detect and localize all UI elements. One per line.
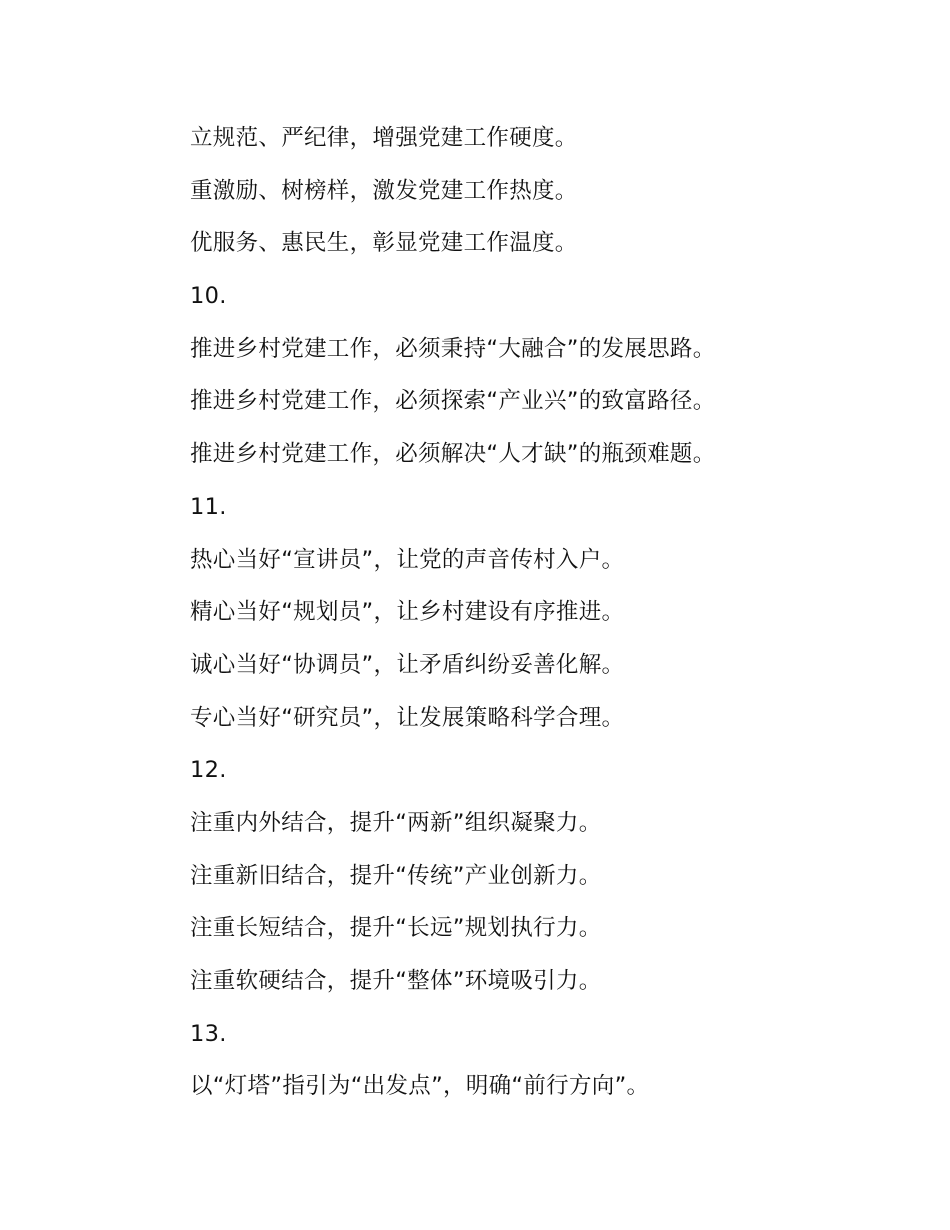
text-line: 专心当好“研究员”，让发展策略科学合理。 xyxy=(190,704,625,731)
section-number: 11. xyxy=(190,493,227,520)
section-number: 10. xyxy=(190,283,227,310)
text-line: 注重内外结合，提升“两新”组织凝聚力。 xyxy=(190,809,602,836)
text-line: 推进乡村党建工作，必须秉持“大融合”的发展思路。 xyxy=(190,335,716,362)
text-line: 推进乡村党建工作，必须探索“产业兴”的致富路径。 xyxy=(190,388,716,415)
text-line: 推进乡村党建工作，必须解决“人才缺”的瓶颈难题。 xyxy=(190,441,716,468)
text-line: 注重软硬结合，提升“整体”环境吸引力。 xyxy=(190,968,602,994)
text-line: 重激励、树榜样，激发党建工作热度。 xyxy=(190,177,578,204)
text-line: 注重长短结合，提升“长远”规划执行力。 xyxy=(190,915,602,942)
text-line: 热心当好“宣讲员”，让党的声音传村入户。 xyxy=(190,546,625,573)
section-number: 13. xyxy=(190,1020,227,1047)
text-line: 立规范、严纪律，增强党建工作硬度。 xyxy=(190,125,578,151)
text-line: 诚心当好“协调员”，让矛盾纠纷妥善化解。 xyxy=(190,651,625,678)
text-line: 优服务、惠民生，彰显党建工作温度。 xyxy=(190,230,578,257)
document-body xyxy=(190,112,910,1113)
text-line: 注重新旧结合，提升“传统”产业创新力。 xyxy=(190,862,602,889)
section-number: 12. xyxy=(190,757,227,784)
text-line: 以“灯塔”指引为“出发点”，明确“前行方向”。 xyxy=(190,1073,650,1100)
text-line: 精心当好“规划员”，让乡村建设有序推进。 xyxy=(190,599,625,626)
